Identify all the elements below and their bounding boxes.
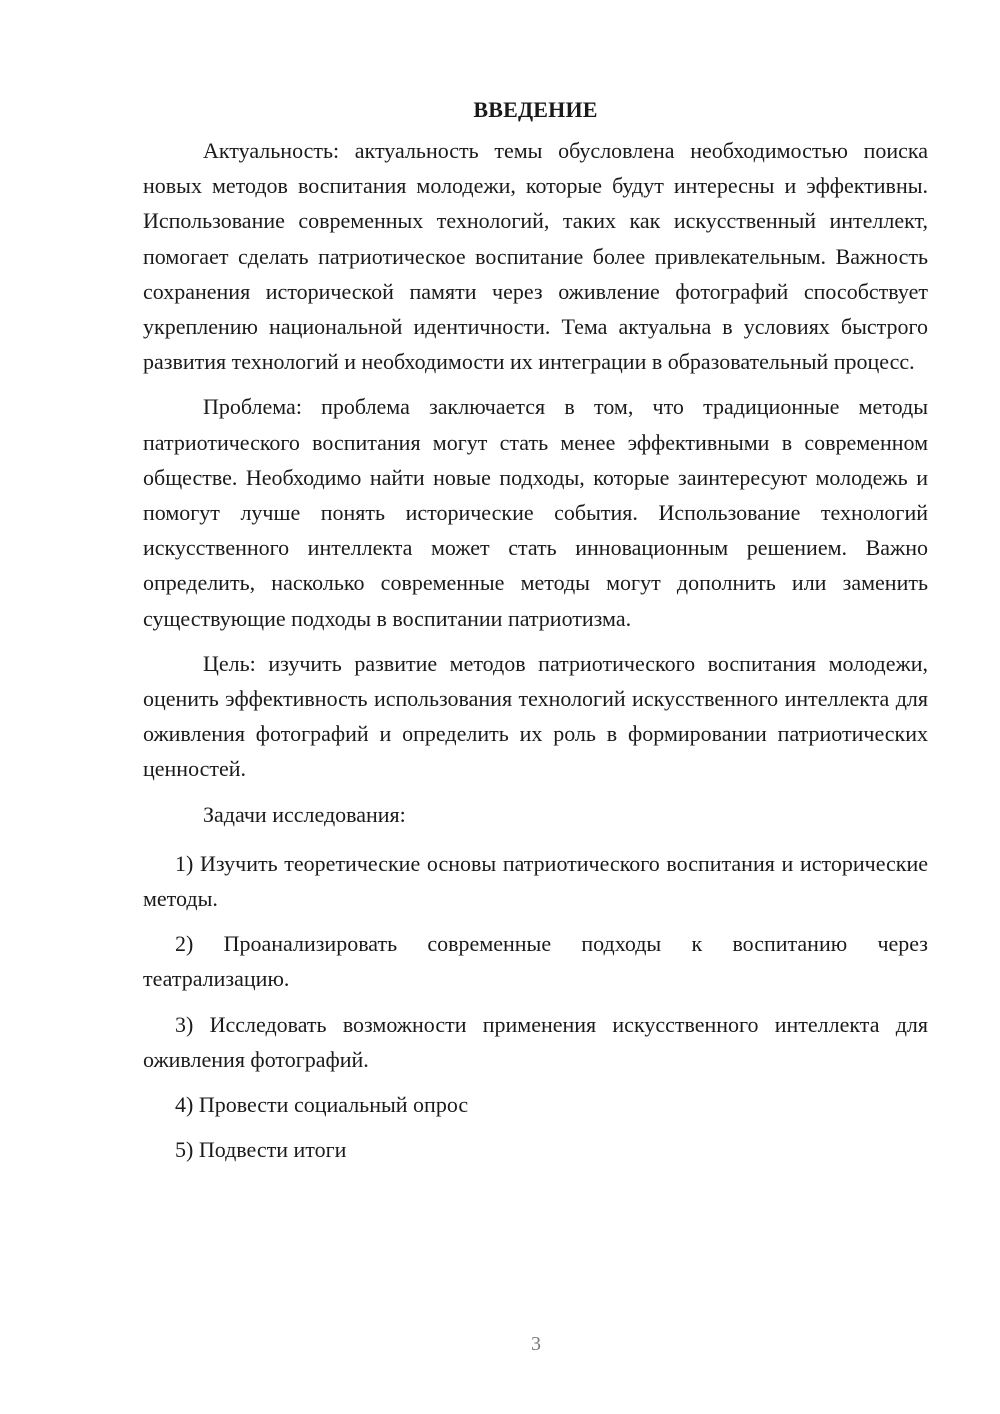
paragraph-goal: Цель: изучить развитие методов патриотического воспитания молодежи, оценить эффективность использования технологий искусственного интеллекта для оживления фотографий и определить их роль в формировании патриотических ценностей. xyxy=(143,650,928,782)
document-heading: ВВЕДЕНИЕ xyxy=(473,97,598,122)
task-item: 2) Проанализировать современные подходы к воспитанию через театрализацию. xyxy=(143,931,928,992)
page-number: 3 xyxy=(531,1333,541,1355)
task-item: 1) Изучить теоретические основы патриотического воспитания и исторические методы. xyxy=(143,850,928,912)
document-page xyxy=(143,92,928,1177)
paragraph-relevance: Актуальность: актуальность темы обусловлена необходимостью поиска новых методов воспитания молодежи, которые будут интересны и эффективны. Использование современных технологий, таких как искусственный интеллект, помогает сделать патриотическое воспитание более привлекательным. Важность сохранения исторической памяти через оживление фотографий способствует укреплению национальной идентичности. Тема актуальна в условиях быстрого развития технологий и необходимости их интеграции в образовательный процесс. xyxy=(143,138,928,375)
task-item: 4) Провести социальный опрос xyxy=(175,1092,469,1118)
task-item: 3) Исследовать возможности применения искусственного интеллекта для оживления фотографий. xyxy=(143,1011,928,1072)
task-list xyxy=(143,846,928,1168)
paragraph-problem: Проблема: проблема заключается в том, что традиционные методы патриотического воспитания могут стать менее эффективными в современном обществе. Необходимо найти новые подходы, которые заинтересуют молодежь и помогут лучше понять исторические события. Использование технологий искусственного интеллекта может стать инновационным решением. Важно определить, насколько современные методы могут дополнить или заменить существующие подходы в воспитании патриотизма. xyxy=(143,394,928,631)
task-item: 5) Подвести итоги xyxy=(175,1137,347,1163)
paragraph-tasks-intro: Задачи исследования: xyxy=(203,801,406,827)
